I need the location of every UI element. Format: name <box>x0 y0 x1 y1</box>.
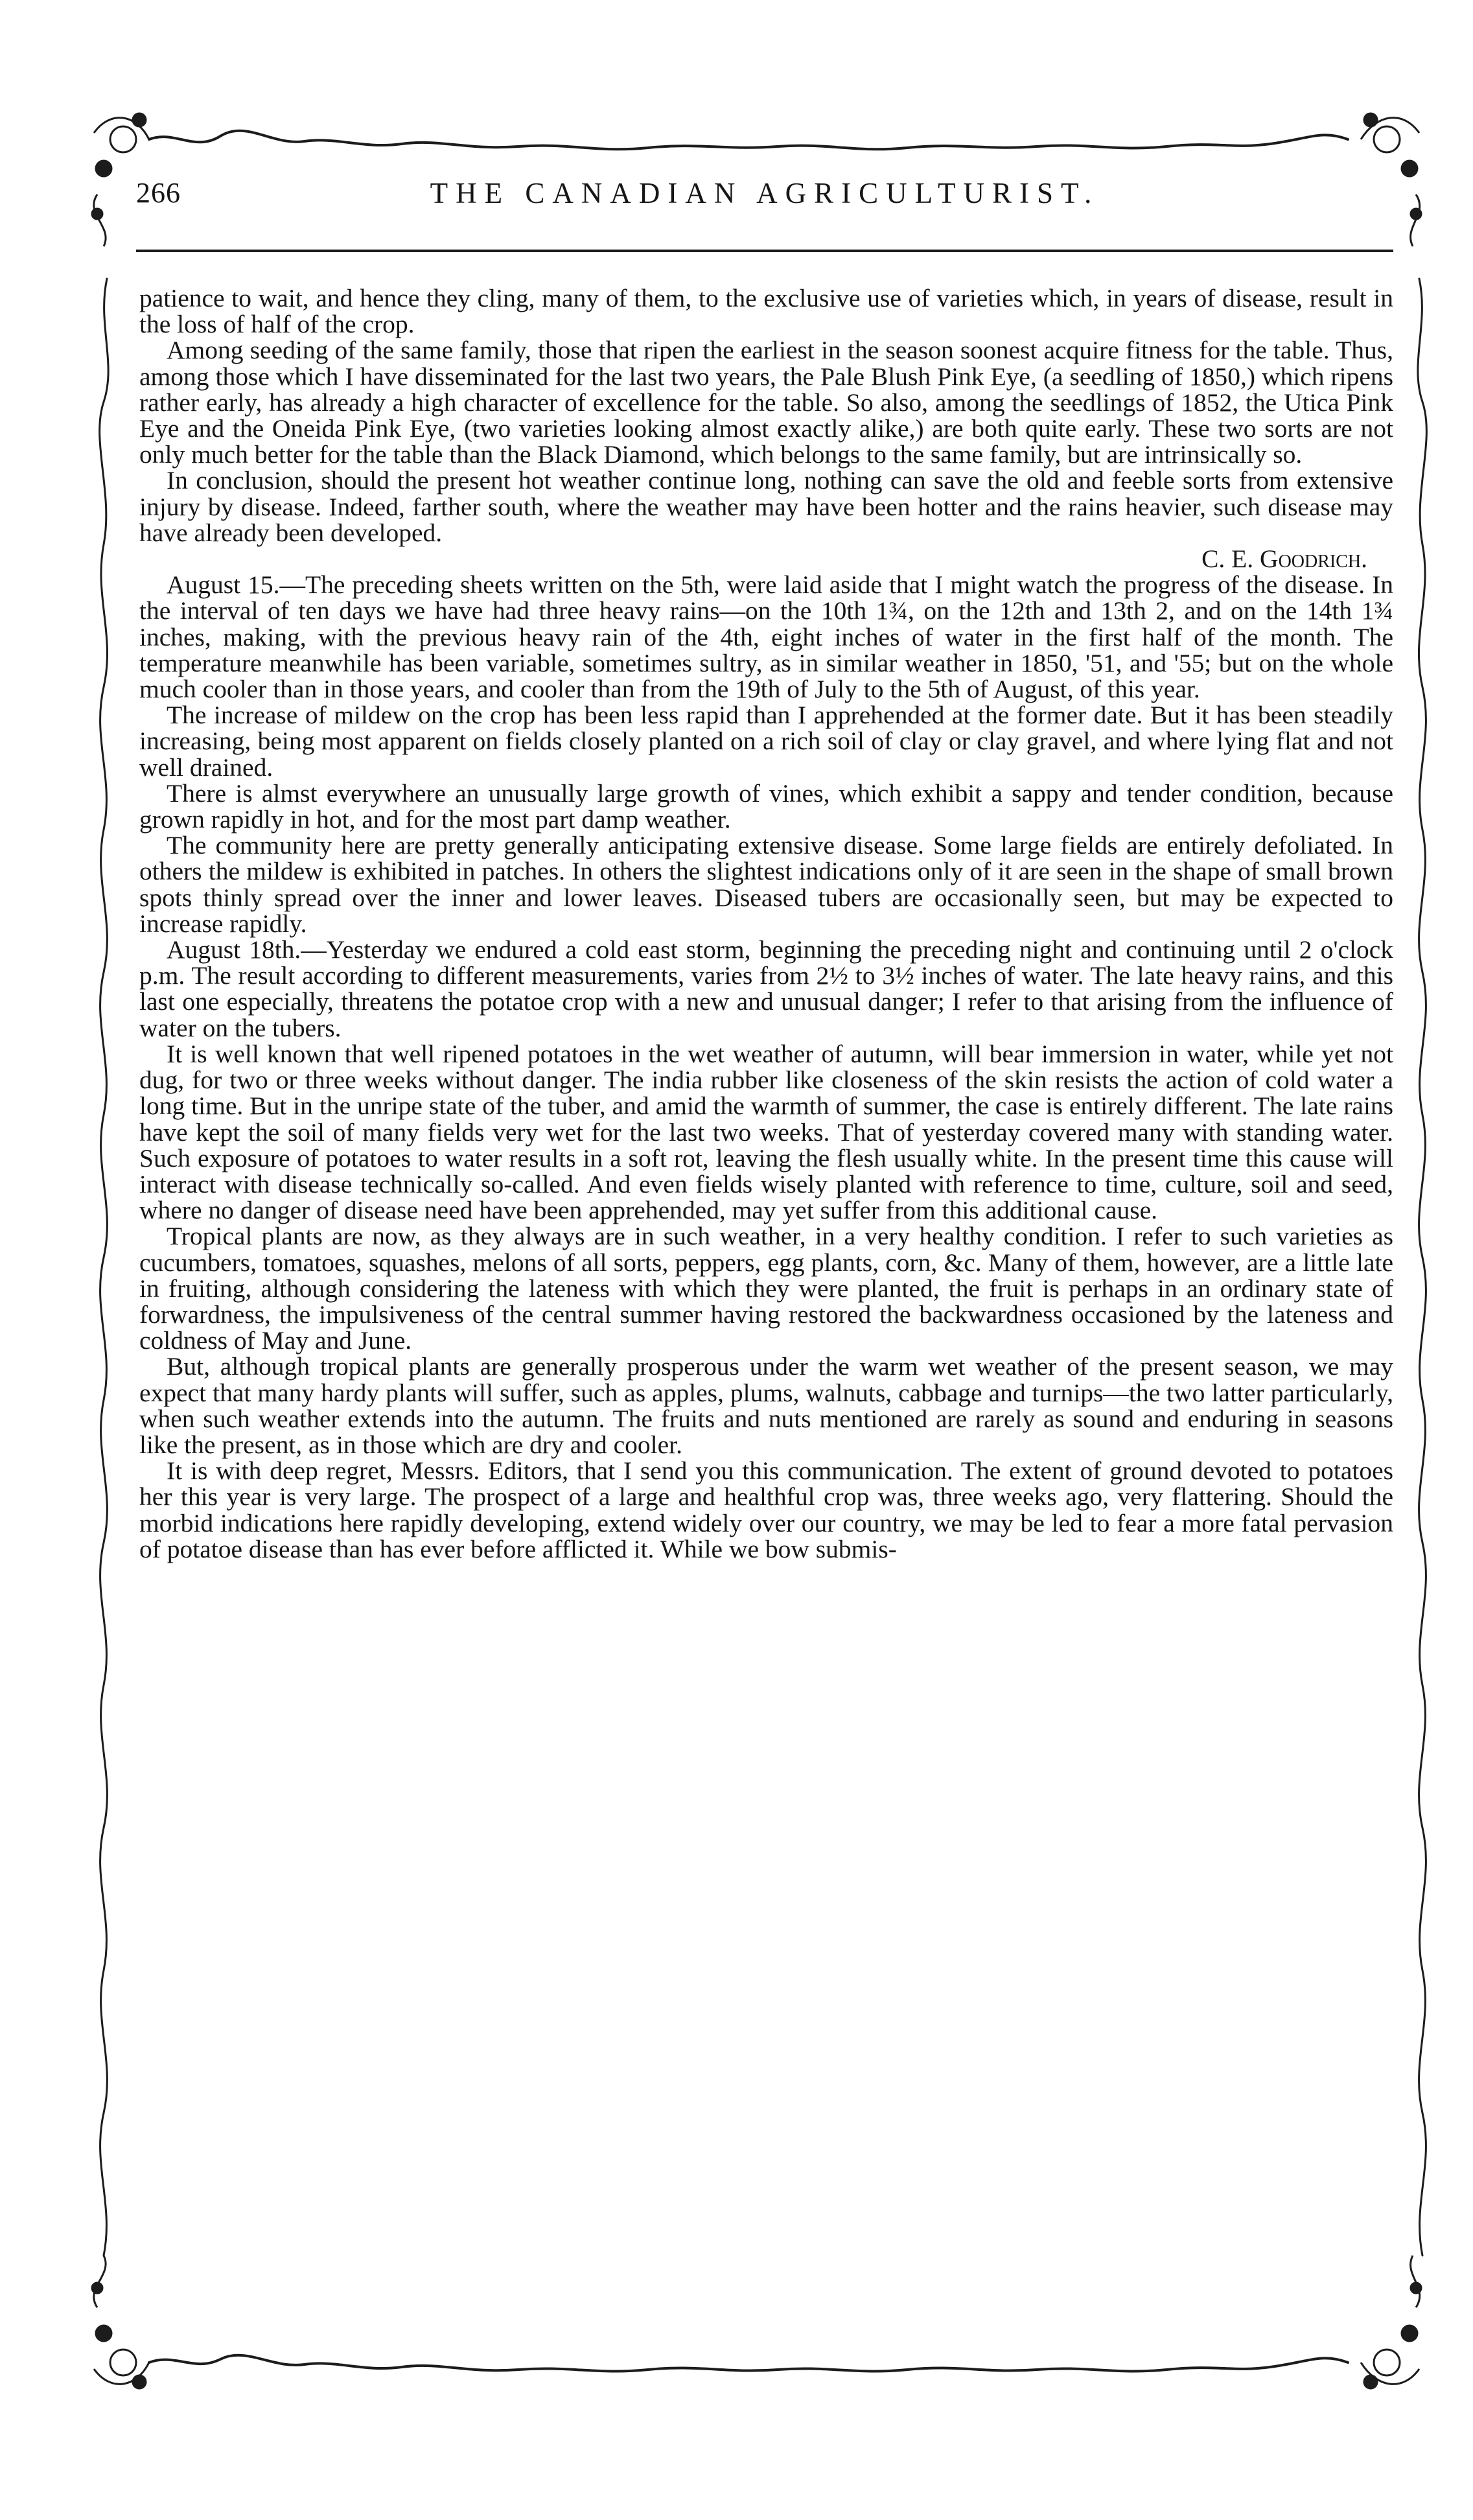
article-body <box>139 285 1393 1562</box>
paragraph: There is almst everywhere an unusually large growth of vines, which exhibit a sappy and tender condition, because grown rapidly in hot, and for the most part damp weather. <box>139 778 1393 834</box>
paragraph: August 15.—The preceding sheets written on the 5th, were laid aside that I might watch the progress of the disease. In the interval of ten days we have had three heavy rains—on the 10th 1¾, on the 12th and 13th 2, and on the 14th 1¾ inches, making, with the previous heavy rain of the 4th, eight inches of water in the first half of the month. The temperature meanwhile has been variable, sometimes sultry, as in similar weather in 1850, '51, and '55; but on the whole much cooler than in those years, and cooler than from the 19th of July to the 5th of August, of this year. <box>139 570 1393 704</box>
signature-line <box>139 546 1393 572</box>
bottom-border-vine <box>149 2355 1348 2372</box>
author-signature: C. E. Goodrich. <box>1201 544 1367 574</box>
right-border-vine <box>1418 279 1426 2256</box>
paragraph: But, although tropical plants are generally prosperous under the warm wet weather of the present season, we may expect that many hardy plants will suffer, such as apples, plums, walnuts, cabbage and turnips—the two latter particularly, when such weather extends into the autumn. The fruits and nuts mentioned are rarely as sound and enduring in seasons like the present, as in those which are dry and cooler. <box>139 1352 1393 1459</box>
page-number: 266 <box>136 177 181 209</box>
top-border-vine <box>149 131 1348 150</box>
paragraph: It is well known that well ripened potatoes in the wet weather of autumn, will bear immersion in water, while yet not dug, for two or three weeks without danger. The india rubber like closeness of the skin resists the action of cold water a long time. But in the unripe state of the tuber, and amid the warmth of summer, the case is entirely different. The late rains have kept the soil of many fields very wet for the last two weeks. That of yesterday covered many with standing water. Such exposure of potatoes to water results in a soft rot, leaving the flesh usually white. In the present time this cause will interact with disease technically so-called. And even fields wisely planted with reference to time, culture, soil and seed, where no danger of disease need have been apprehended, may yet suffer from this additional cause. <box>139 1039 1393 1225</box>
header-rule <box>136 250 1393 252</box>
bottom-left-corner-ornament <box>92 2256 149 2388</box>
paragraph: It is with deep regret, Messrs. Editors, that I send you this communication. The extent of ground devoted to potatoes her this year is very large. The prospect of a large and healthful crop was, three weeks ago, very flattering. Should the morbid indications here rapidly developing, extend widely over our country, we may be led to fear a more fatal pervasion of potatoe disease than has ever before afflicted it. While we bow submis- <box>139 1456 1393 1563</box>
paragraph: In conclusion, should the present hot weather continue long, nothing can save the old and feeble sorts from extensive injury by disease. Indeed, farther south, where the weather may have been hotter and the rains heavier, such disease may have already been developed. <box>139 466 1393 547</box>
paragraph: Among seeding of the same family, those that ripen the earliest in the season soonest acquire fitness for the table. Thus, among those which I have disseminated for the last two years, the Pale Blush Pink Eye, (a seedling of 1850,) which ripens rather early, has already a high character of excellence for the table. So also, among the seedlings of 1852, the Utica Pink Eye and the Oneida Pink Eye, (two varieties looking almost exactly alike,) are both quite early. These two sorts are not only much better for the table than the Black Diamond, which belongs to the same family, but are intrinsically so. <box>139 336 1393 469</box>
paragraph: The community here are pretty generally anticipating extensive disease. Some large fields are entirely defoliated. In others the mildew is exhibited in patches. In others the slightest indications only of it are seen in the shape of small brown spots thinly spread over the inner and lower leaves. Diseased tubers are occasionally seen, but may be expected to increase rapidly. <box>139 831 1393 938</box>
paragraph: patience to wait, and hence they cling, many of them, to the exclusive use of varieties which, in years of disease, result in the loss of half of the crop. <box>139 284 1393 339</box>
paragraph: August 18th.—Yesterday we endured a cold east storm, beginning the preceding night and continuing until 2 o'clock p.m. The result according to different measurements, varies from 2½ to 3½ inches of water. The late heavy rains, and this last one especially, threatens the potatoe crop with a new and unusual danger; I refer to that arising from the influence of water on the tubers. <box>139 935 1393 1042</box>
page-header <box>136 176 1393 228</box>
bottom-right-corner-ornament <box>1361 2256 1421 2388</box>
running-title: THE CANADIAN AGRICULTURIST. <box>430 177 1100 209</box>
paragraph: The increase of mildew on the crop has been less rapid than I apprehended at the former date. But it has been steadily increasing, being most apparent on fields closely planted on a rich soil of clay or clay gravel, and where lying flat and not well drained. <box>139 701 1393 782</box>
left-border-vine <box>100 279 108 2256</box>
paragraph: Tropical plants are now, as they always are in such weather, in a very healthy condition. I refer to such varieties as cucumbers, tomatoes, squashes, melons of all sorts, peppers, egg plants, corn, &c. Many of them, however, are a little late in fruiting, although considering the lateness with which they were planted, the fruit is perhaps in an ordinary state of forwardness, the impulsiveness of the central summer having restored the backwardness occasioned by the lateness and coldness of May and June. <box>139 1222 1393 1355</box>
